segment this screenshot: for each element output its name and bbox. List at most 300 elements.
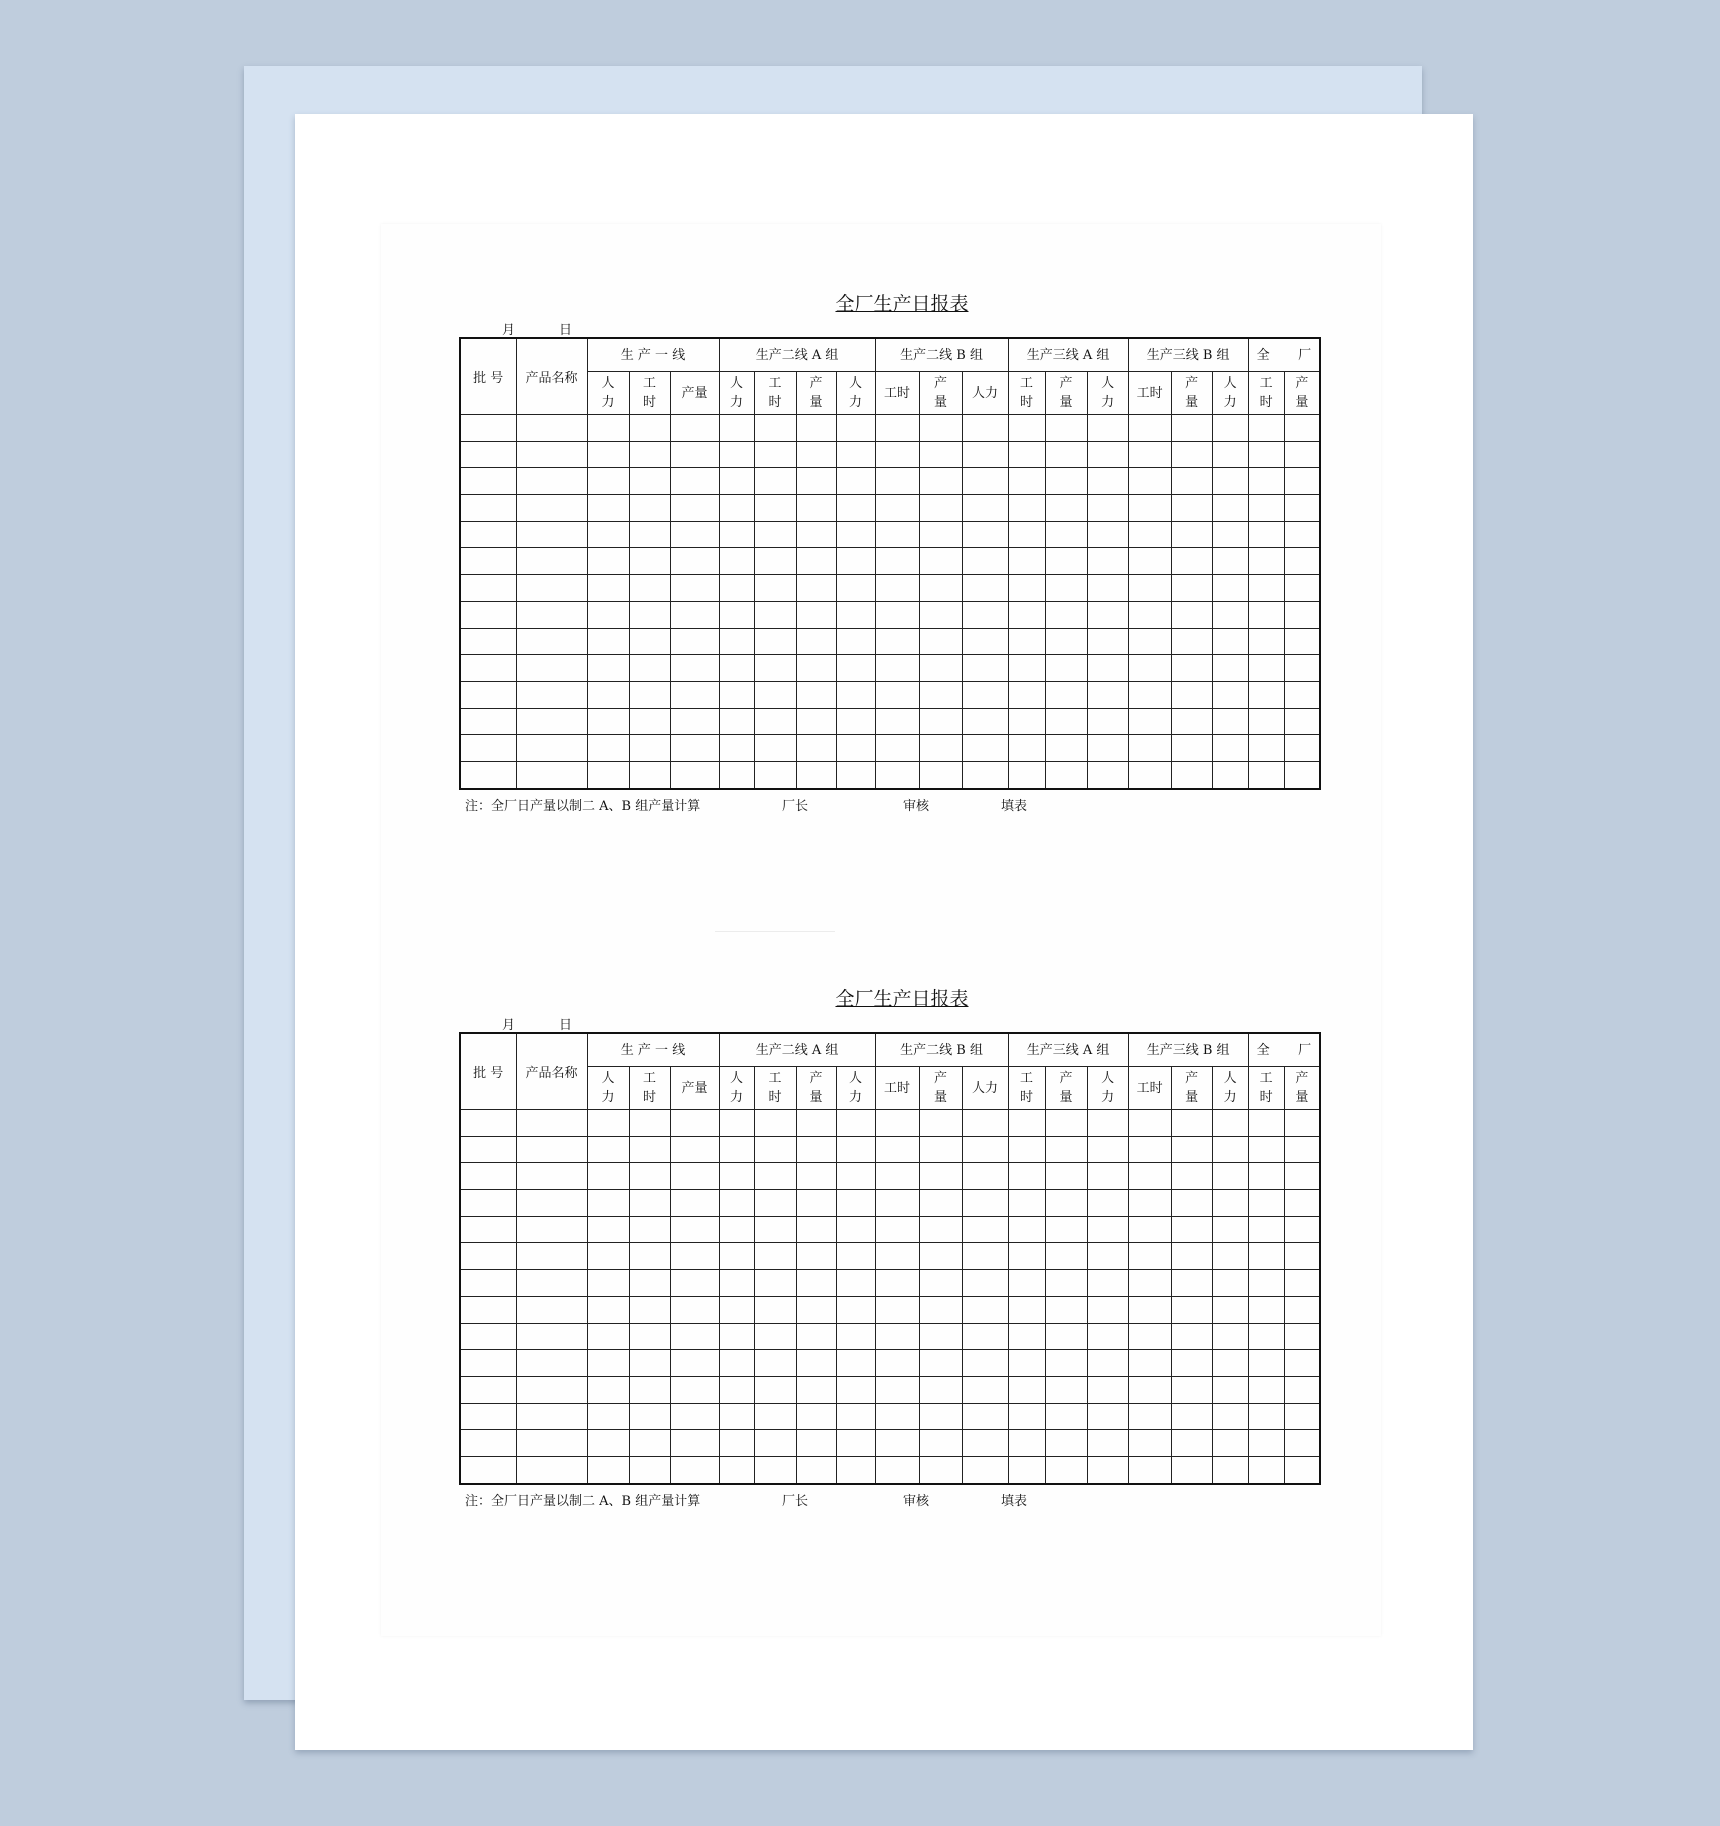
table-cell[interactable] xyxy=(587,761,629,788)
table-cell[interactable] xyxy=(1171,1216,1212,1243)
table-cell[interactable] xyxy=(875,1323,919,1350)
table-cell[interactable] xyxy=(587,1190,629,1217)
table-cell[interactable] xyxy=(962,1270,1008,1297)
table-cell[interactable] xyxy=(1045,735,1087,762)
table-cell[interactable] xyxy=(587,1456,629,1483)
table-cell[interactable] xyxy=(1171,1110,1212,1137)
table-cell[interactable] xyxy=(754,548,796,575)
table-cell[interactable] xyxy=(516,761,587,788)
table-cell[interactable] xyxy=(875,415,919,442)
table-cell[interactable] xyxy=(836,1110,875,1137)
table-cell[interactable] xyxy=(919,1243,962,1270)
table-cell[interactable] xyxy=(1171,1456,1212,1483)
table-cell[interactable] xyxy=(1171,415,1212,442)
table-cell[interactable] xyxy=(587,1296,629,1323)
table-cell[interactable] xyxy=(719,1270,754,1297)
table-cell[interactable] xyxy=(919,628,962,655)
table-cell[interactable] xyxy=(796,1296,836,1323)
table-cell[interactable] xyxy=(1045,1163,1087,1190)
table-cell[interactable] xyxy=(460,735,516,762)
table-cell[interactable] xyxy=(875,655,919,682)
table-cell[interactable] xyxy=(754,655,796,682)
table-cell[interactable] xyxy=(1212,468,1248,495)
table-cell[interactable] xyxy=(629,521,670,548)
table-cell[interactable] xyxy=(919,1190,962,1217)
table-cell[interactable] xyxy=(516,1216,587,1243)
table-cell[interactable] xyxy=(719,1403,754,1430)
table-cell[interactable] xyxy=(875,628,919,655)
table-cell[interactable] xyxy=(670,1350,719,1377)
table-cell[interactable] xyxy=(1171,1403,1212,1430)
table-cell[interactable] xyxy=(1008,628,1045,655)
table-cell[interactable] xyxy=(796,548,836,575)
table-cell[interactable] xyxy=(460,681,516,708)
table-cell[interactable] xyxy=(1008,1190,1045,1217)
table-cell[interactable] xyxy=(1045,628,1087,655)
table-cell[interactable] xyxy=(719,1136,754,1163)
table-cell[interactable] xyxy=(1087,1296,1128,1323)
table-cell[interactable] xyxy=(516,441,587,468)
table-cell[interactable] xyxy=(919,1163,962,1190)
table-cell[interactable] xyxy=(460,548,516,575)
table-cell[interactable] xyxy=(962,1163,1008,1190)
table-cell[interactable] xyxy=(962,1190,1008,1217)
table-cell[interactable] xyxy=(1045,1350,1087,1377)
table-cell[interactable] xyxy=(919,1136,962,1163)
table-cell[interactable] xyxy=(1008,1376,1045,1403)
table-cell[interactable] xyxy=(460,1270,516,1297)
table-cell[interactable] xyxy=(460,1136,516,1163)
table-cell[interactable] xyxy=(1128,1430,1171,1457)
table-cell[interactable] xyxy=(629,1163,670,1190)
table-cell[interactable] xyxy=(629,681,670,708)
table-cell[interactable] xyxy=(1171,735,1212,762)
table-cell[interactable] xyxy=(1087,1216,1128,1243)
table-cell[interactable] xyxy=(460,575,516,602)
table-cell[interactable] xyxy=(1045,1456,1087,1483)
table-cell[interactable] xyxy=(670,1403,719,1430)
table-cell[interactable] xyxy=(670,1136,719,1163)
table-cell[interactable] xyxy=(1087,441,1128,468)
table-cell[interactable] xyxy=(919,521,962,548)
table-cell[interactable] xyxy=(836,575,875,602)
table-cell[interactable] xyxy=(1008,468,1045,495)
table-cell[interactable] xyxy=(919,1350,962,1377)
table-cell[interactable] xyxy=(1128,1243,1171,1270)
table-cell[interactable] xyxy=(875,1350,919,1377)
table-cell[interactable] xyxy=(516,628,587,655)
table-cell[interactable] xyxy=(1045,1270,1087,1297)
table-cell[interactable] xyxy=(1087,1376,1128,1403)
table-cell[interactable] xyxy=(754,708,796,735)
table-cell[interactable] xyxy=(796,575,836,602)
table-cell[interactable] xyxy=(1284,1216,1320,1243)
table-cell[interactable] xyxy=(1248,468,1284,495)
table-cell[interactable] xyxy=(1128,1296,1171,1323)
table-cell[interactable] xyxy=(1212,601,1248,628)
table-cell[interactable] xyxy=(754,1136,796,1163)
table-cell[interactable] xyxy=(754,1323,796,1350)
table-cell[interactable] xyxy=(516,1456,587,1483)
table-cell[interactable] xyxy=(1284,1430,1320,1457)
table-cell[interactable] xyxy=(962,708,1008,735)
table-cell[interactable] xyxy=(670,1430,719,1457)
table-cell[interactable] xyxy=(1284,1403,1320,1430)
table-cell[interactable] xyxy=(919,1110,962,1137)
table-cell[interactable] xyxy=(754,468,796,495)
table-cell[interactable] xyxy=(1087,1190,1128,1217)
table-cell[interactable] xyxy=(875,495,919,522)
table-cell[interactable] xyxy=(919,468,962,495)
table-cell[interactable] xyxy=(1045,1216,1087,1243)
table-cell[interactable] xyxy=(836,628,875,655)
table-cell[interactable] xyxy=(875,441,919,468)
table-cell[interactable] xyxy=(1284,1376,1320,1403)
table-cell[interactable] xyxy=(719,1216,754,1243)
table-cell[interactable] xyxy=(719,761,754,788)
table-cell[interactable] xyxy=(629,1136,670,1163)
table-cell[interactable] xyxy=(875,1270,919,1297)
table-cell[interactable] xyxy=(629,1110,670,1137)
table-cell[interactable] xyxy=(1248,1430,1284,1457)
table-cell[interactable] xyxy=(1171,761,1212,788)
table-cell[interactable] xyxy=(796,1430,836,1457)
table-cell[interactable] xyxy=(1248,601,1284,628)
table-cell[interactable] xyxy=(1171,708,1212,735)
table-cell[interactable] xyxy=(1171,1243,1212,1270)
table-cell[interactable] xyxy=(962,1216,1008,1243)
table-cell[interactable] xyxy=(719,1190,754,1217)
table-cell[interactable] xyxy=(629,1216,670,1243)
table-cell[interactable] xyxy=(836,1376,875,1403)
table-cell[interactable] xyxy=(670,1296,719,1323)
table-cell[interactable] xyxy=(1008,521,1045,548)
table-cell[interactable] xyxy=(875,1190,919,1217)
table-cell[interactable] xyxy=(516,1243,587,1270)
table-cell[interactable] xyxy=(516,415,587,442)
table-cell[interactable] xyxy=(1212,1216,1248,1243)
table-cell[interactable] xyxy=(875,761,919,788)
table-cell[interactable] xyxy=(1171,468,1212,495)
table-cell[interactable] xyxy=(1045,1323,1087,1350)
table-cell[interactable] xyxy=(875,1110,919,1137)
table-cell[interactable] xyxy=(587,1243,629,1270)
table-cell[interactable] xyxy=(1087,1110,1128,1137)
table-cell[interactable] xyxy=(587,655,629,682)
table-cell[interactable] xyxy=(796,1243,836,1270)
table-cell[interactable] xyxy=(962,1430,1008,1457)
table-cell[interactable] xyxy=(670,1376,719,1403)
table-cell[interactable] xyxy=(670,548,719,575)
table-cell[interactable] xyxy=(754,1376,796,1403)
table-cell[interactable] xyxy=(796,468,836,495)
table-cell[interactable] xyxy=(836,1296,875,1323)
table-cell[interactable] xyxy=(962,681,1008,708)
table-cell[interactable] xyxy=(1212,1136,1248,1163)
table-cell[interactable] xyxy=(919,441,962,468)
table-cell[interactable] xyxy=(460,521,516,548)
table-cell[interactable] xyxy=(1284,655,1320,682)
table-cell[interactable] xyxy=(516,1136,587,1163)
table-cell[interactable] xyxy=(1248,441,1284,468)
table-cell[interactable] xyxy=(919,1430,962,1457)
table-cell[interactable] xyxy=(962,521,1008,548)
table-cell[interactable] xyxy=(1248,655,1284,682)
table-cell[interactable] xyxy=(670,1216,719,1243)
table-cell[interactable] xyxy=(719,1456,754,1483)
table-cell[interactable] xyxy=(629,415,670,442)
table-cell[interactable] xyxy=(754,1430,796,1457)
table-cell[interactable] xyxy=(754,601,796,628)
table-cell[interactable] xyxy=(875,548,919,575)
table-cell[interactable] xyxy=(1171,1190,1212,1217)
table-cell[interactable] xyxy=(1128,1163,1171,1190)
table-cell[interactable] xyxy=(587,1376,629,1403)
table-cell[interactable] xyxy=(1284,415,1320,442)
table-cell[interactable] xyxy=(629,1270,670,1297)
table-cell[interactable] xyxy=(1248,521,1284,548)
table-cell[interactable] xyxy=(836,735,875,762)
table-cell[interactable] xyxy=(1284,441,1320,468)
table-cell[interactable] xyxy=(1087,601,1128,628)
table-cell[interactable] xyxy=(1008,601,1045,628)
table-cell[interactable] xyxy=(1171,1430,1212,1457)
table-cell[interactable] xyxy=(796,1456,836,1483)
table-cell[interactable] xyxy=(1045,655,1087,682)
table-cell[interactable] xyxy=(629,1376,670,1403)
table-cell[interactable] xyxy=(587,1350,629,1377)
table-cell[interactable] xyxy=(1284,735,1320,762)
table-cell[interactable] xyxy=(719,548,754,575)
table-cell[interactable] xyxy=(919,548,962,575)
table-cell[interactable] xyxy=(1212,1403,1248,1430)
table-cell[interactable] xyxy=(629,761,670,788)
table-cell[interactable] xyxy=(1212,548,1248,575)
table-cell[interactable] xyxy=(1008,548,1045,575)
table-cell[interactable] xyxy=(1284,708,1320,735)
table-cell[interactable] xyxy=(962,415,1008,442)
table-cell[interactable] xyxy=(629,441,670,468)
table-cell[interactable] xyxy=(754,495,796,522)
table-cell[interactable] xyxy=(1008,1136,1045,1163)
table-cell[interactable] xyxy=(754,1456,796,1483)
table-cell[interactable] xyxy=(670,521,719,548)
table-cell[interactable] xyxy=(1045,441,1087,468)
table-cell[interactable] xyxy=(1284,575,1320,602)
table-cell[interactable] xyxy=(460,1323,516,1350)
table-cell[interactable] xyxy=(629,1403,670,1430)
table-cell[interactable] xyxy=(796,1376,836,1403)
table-cell[interactable] xyxy=(919,1376,962,1403)
table-cell[interactable] xyxy=(1248,761,1284,788)
table-cell[interactable] xyxy=(796,735,836,762)
table-cell[interactable] xyxy=(1128,415,1171,442)
table-cell[interactable] xyxy=(1284,548,1320,575)
table-cell[interactable] xyxy=(1248,1350,1284,1377)
table-cell[interactable] xyxy=(1008,1296,1045,1323)
table-cell[interactable] xyxy=(460,468,516,495)
table-cell[interactable] xyxy=(919,1323,962,1350)
table-cell[interactable] xyxy=(1128,708,1171,735)
table-cell[interactable] xyxy=(754,1190,796,1217)
table-cell[interactable] xyxy=(1087,548,1128,575)
table-cell[interactable] xyxy=(670,575,719,602)
table-cell[interactable] xyxy=(516,1163,587,1190)
table-cell[interactable] xyxy=(516,548,587,575)
table-cell[interactable] xyxy=(1128,1270,1171,1297)
table-cell[interactable] xyxy=(1087,495,1128,522)
table-cell[interactable] xyxy=(919,761,962,788)
table-cell[interactable] xyxy=(1045,1296,1087,1323)
table-cell[interactable] xyxy=(754,1270,796,1297)
table-cell[interactable] xyxy=(1008,1403,1045,1430)
table-cell[interactable] xyxy=(1087,735,1128,762)
table-cell[interactable] xyxy=(1128,548,1171,575)
table-cell[interactable] xyxy=(796,1323,836,1350)
table-cell[interactable] xyxy=(962,495,1008,522)
table-cell[interactable] xyxy=(629,468,670,495)
table-cell[interactable] xyxy=(1045,1430,1087,1457)
table-cell[interactable] xyxy=(1008,708,1045,735)
table-cell[interactable] xyxy=(719,708,754,735)
table-cell[interactable] xyxy=(1284,468,1320,495)
table-cell[interactable] xyxy=(1087,655,1128,682)
table-cell[interactable] xyxy=(1008,655,1045,682)
table-cell[interactable] xyxy=(1128,1216,1171,1243)
table-cell[interactable] xyxy=(1128,1456,1171,1483)
table-cell[interactable] xyxy=(1212,415,1248,442)
table-cell[interactable] xyxy=(1284,1456,1320,1483)
table-cell[interactable] xyxy=(1045,1110,1087,1137)
table-cell[interactable] xyxy=(670,468,719,495)
table-cell[interactable] xyxy=(796,708,836,735)
table-cell[interactable] xyxy=(796,415,836,442)
table-cell[interactable] xyxy=(1248,575,1284,602)
table-cell[interactable] xyxy=(875,708,919,735)
table-cell[interactable] xyxy=(1008,735,1045,762)
table-cell[interactable] xyxy=(1087,761,1128,788)
table-cell[interactable] xyxy=(962,628,1008,655)
table-cell[interactable] xyxy=(962,548,1008,575)
table-cell[interactable] xyxy=(796,681,836,708)
table-cell[interactable] xyxy=(1284,1296,1320,1323)
table-cell[interactable] xyxy=(1008,441,1045,468)
table-cell[interactable] xyxy=(460,1350,516,1377)
table-cell[interactable] xyxy=(875,1430,919,1457)
table-cell[interactable] xyxy=(1045,468,1087,495)
table-cell[interactable] xyxy=(754,1350,796,1377)
table-cell[interactable] xyxy=(875,1296,919,1323)
table-cell[interactable] xyxy=(1008,1110,1045,1137)
table-cell[interactable] xyxy=(516,1296,587,1323)
table-cell[interactable] xyxy=(629,548,670,575)
table-cell[interactable] xyxy=(719,628,754,655)
table-cell[interactable] xyxy=(460,495,516,522)
table-cell[interactable] xyxy=(919,708,962,735)
table-cell[interactable] xyxy=(719,1376,754,1403)
table-cell[interactable] xyxy=(460,1163,516,1190)
table-cell[interactable] xyxy=(1171,441,1212,468)
table-cell[interactable] xyxy=(719,521,754,548)
table-cell[interactable] xyxy=(1087,1430,1128,1457)
table-cell[interactable] xyxy=(1212,628,1248,655)
table-cell[interactable] xyxy=(1171,1163,1212,1190)
table-cell[interactable] xyxy=(875,601,919,628)
table-cell[interactable] xyxy=(1248,1136,1284,1163)
table-cell[interactable] xyxy=(1128,655,1171,682)
table-cell[interactable] xyxy=(1248,1110,1284,1137)
table-cell[interactable] xyxy=(919,1270,962,1297)
table-cell[interactable] xyxy=(754,681,796,708)
table-cell[interactable] xyxy=(1248,1190,1284,1217)
table-cell[interactable] xyxy=(719,575,754,602)
table-cell[interactable] xyxy=(1045,1190,1087,1217)
table-cell[interactable] xyxy=(796,1136,836,1163)
table-cell[interactable] xyxy=(460,1403,516,1430)
table-cell[interactable] xyxy=(1248,1376,1284,1403)
table-cell[interactable] xyxy=(1212,1296,1248,1323)
table-cell[interactable] xyxy=(796,495,836,522)
table-cell[interactable] xyxy=(836,521,875,548)
table-cell[interactable] xyxy=(1171,495,1212,522)
table-cell[interactable] xyxy=(1045,761,1087,788)
table-cell[interactable] xyxy=(719,1350,754,1377)
table-cell[interactable] xyxy=(1008,1243,1045,1270)
table-cell[interactable] xyxy=(754,735,796,762)
table-cell[interactable] xyxy=(796,1403,836,1430)
table-cell[interactable] xyxy=(796,1216,836,1243)
table-cell[interactable] xyxy=(1045,1403,1087,1430)
table-cell[interactable] xyxy=(1171,548,1212,575)
table-cell[interactable] xyxy=(587,415,629,442)
table-cell[interactable] xyxy=(1171,681,1212,708)
table-cell[interactable] xyxy=(1284,1110,1320,1137)
table-cell[interactable] xyxy=(875,1403,919,1430)
table-cell[interactable] xyxy=(836,1163,875,1190)
table-cell[interactable] xyxy=(1045,1243,1087,1270)
table-cell[interactable] xyxy=(587,521,629,548)
table-cell[interactable] xyxy=(1087,1403,1128,1430)
table-cell[interactable] xyxy=(587,441,629,468)
table-cell[interactable] xyxy=(796,761,836,788)
table-cell[interactable] xyxy=(670,1163,719,1190)
table-cell[interactable] xyxy=(1087,468,1128,495)
table-cell[interactable] xyxy=(1212,495,1248,522)
table-cell[interactable] xyxy=(836,1456,875,1483)
table-cell[interactable] xyxy=(719,681,754,708)
table-cell[interactable] xyxy=(754,1163,796,1190)
table-cell[interactable] xyxy=(1284,1243,1320,1270)
table-cell[interactable] xyxy=(962,1323,1008,1350)
table-cell[interactable] xyxy=(1248,1243,1284,1270)
table-cell[interactable] xyxy=(1171,575,1212,602)
table-cell[interactable] xyxy=(516,1376,587,1403)
table-cell[interactable] xyxy=(670,761,719,788)
table-cell[interactable] xyxy=(719,735,754,762)
table-cell[interactable] xyxy=(516,1403,587,1430)
table-cell[interactable] xyxy=(1212,681,1248,708)
table-cell[interactable] xyxy=(719,1323,754,1350)
table-cell[interactable] xyxy=(670,708,719,735)
table-cell[interactable] xyxy=(587,708,629,735)
table-cell[interactable] xyxy=(460,1110,516,1137)
table-cell[interactable] xyxy=(836,441,875,468)
table-cell[interactable] xyxy=(754,628,796,655)
table-cell[interactable] xyxy=(962,1403,1008,1430)
table-cell[interactable] xyxy=(1128,1136,1171,1163)
table-cell[interactable] xyxy=(1212,1110,1248,1137)
table-cell[interactable] xyxy=(1128,1376,1171,1403)
